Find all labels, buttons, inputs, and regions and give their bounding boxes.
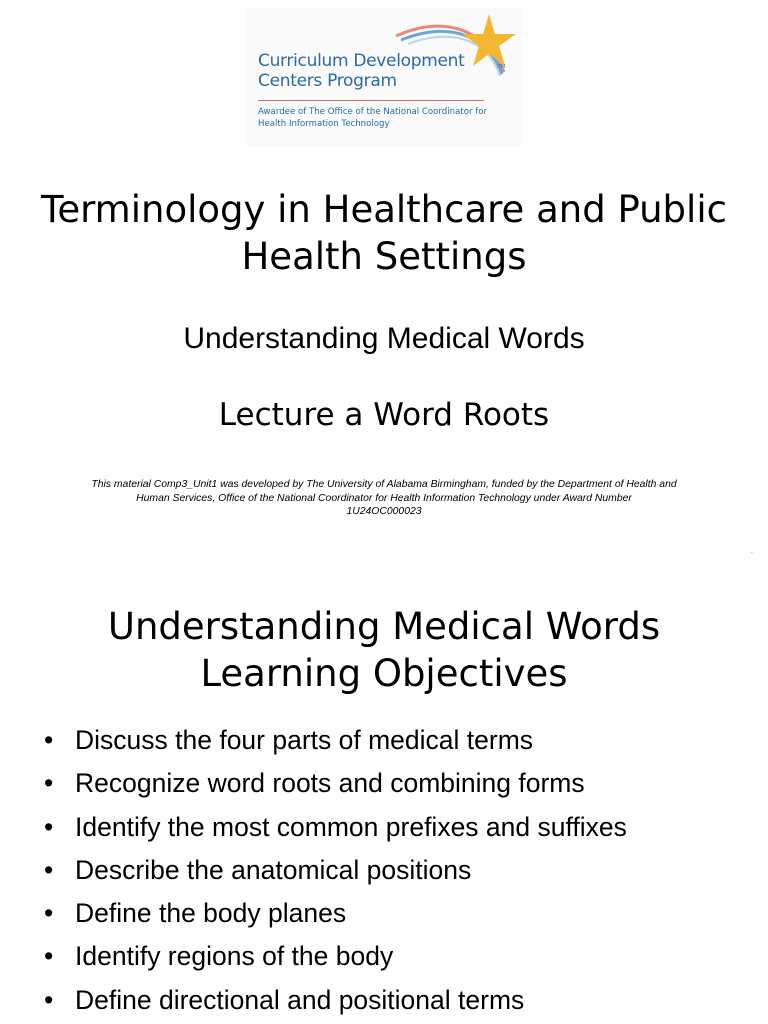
objective-text: Describe the anatomical positions	[75, 854, 472, 885]
objective-text: Recognize word roots and combining forms	[75, 768, 585, 799]
trademark-mark: TM	[498, 64, 506, 70]
logo-title-line1: Curriculum Development	[258, 51, 465, 71]
lecture-title: Lecture a Word Roots	[218, 397, 550, 433]
slide-title	[0, 186, 768, 280]
logo-title-line2: Centers Program	[258, 71, 397, 91]
slide-title-line2: Health Settings	[241, 235, 527, 278]
objectives-heading-line2: Learning Objectives	[200, 652, 568, 695]
bullet-icon: •	[44, 854, 54, 885]
objectives-heading-line1: Understanding Medical Words	[107, 605, 661, 648]
cdcp-logo	[246, 8, 522, 146]
corner-mark: .	[751, 548, 753, 555]
bullet-icon: •	[44, 941, 54, 972]
objectives-slide	[0, 560, 768, 1024]
bullet-icon: •	[44, 768, 54, 799]
bullet-icon: •	[44, 984, 54, 1015]
logo-divider	[258, 100, 484, 101]
bullet-icon: •	[44, 725, 54, 755]
objective-text: Identify regions of the body	[75, 941, 394, 972]
objective-text: Discuss the four parts of medical terms	[75, 725, 534, 755]
bullet-icon: •	[44, 811, 54, 842]
objective-text: Define the body planes	[75, 898, 347, 929]
credit-line3: 1U24OC000023	[346, 506, 422, 517]
logo-award-line2: Health Information Technology	[258, 119, 390, 129]
logo-award-line1: Awardee of The Office of the National Coordinator for	[258, 107, 488, 117]
credit-line2: Human Services, Office of the National Coordinator for Health Information Technology under Award Number	[136, 492, 632, 504]
funding-credit	[80, 478, 688, 519]
objective-text: Identify the most common prefixes and suffixes	[75, 811, 627, 842]
objective-text: Define directional and positional terms	[75, 984, 525, 1015]
bullet-icon: •	[44, 898, 54, 929]
credit-line1: This material Comp3_Unit1 was developed by The University of Alabama Birmingham, funded by the Department of Health and	[91, 479, 677, 490]
slide-subtitle: Understanding Medical Words	[183, 322, 585, 355]
objectives-heading	[0, 603, 768, 697]
slide-title-line1: Terminology in Healthcare and Public	[41, 188, 727, 231]
